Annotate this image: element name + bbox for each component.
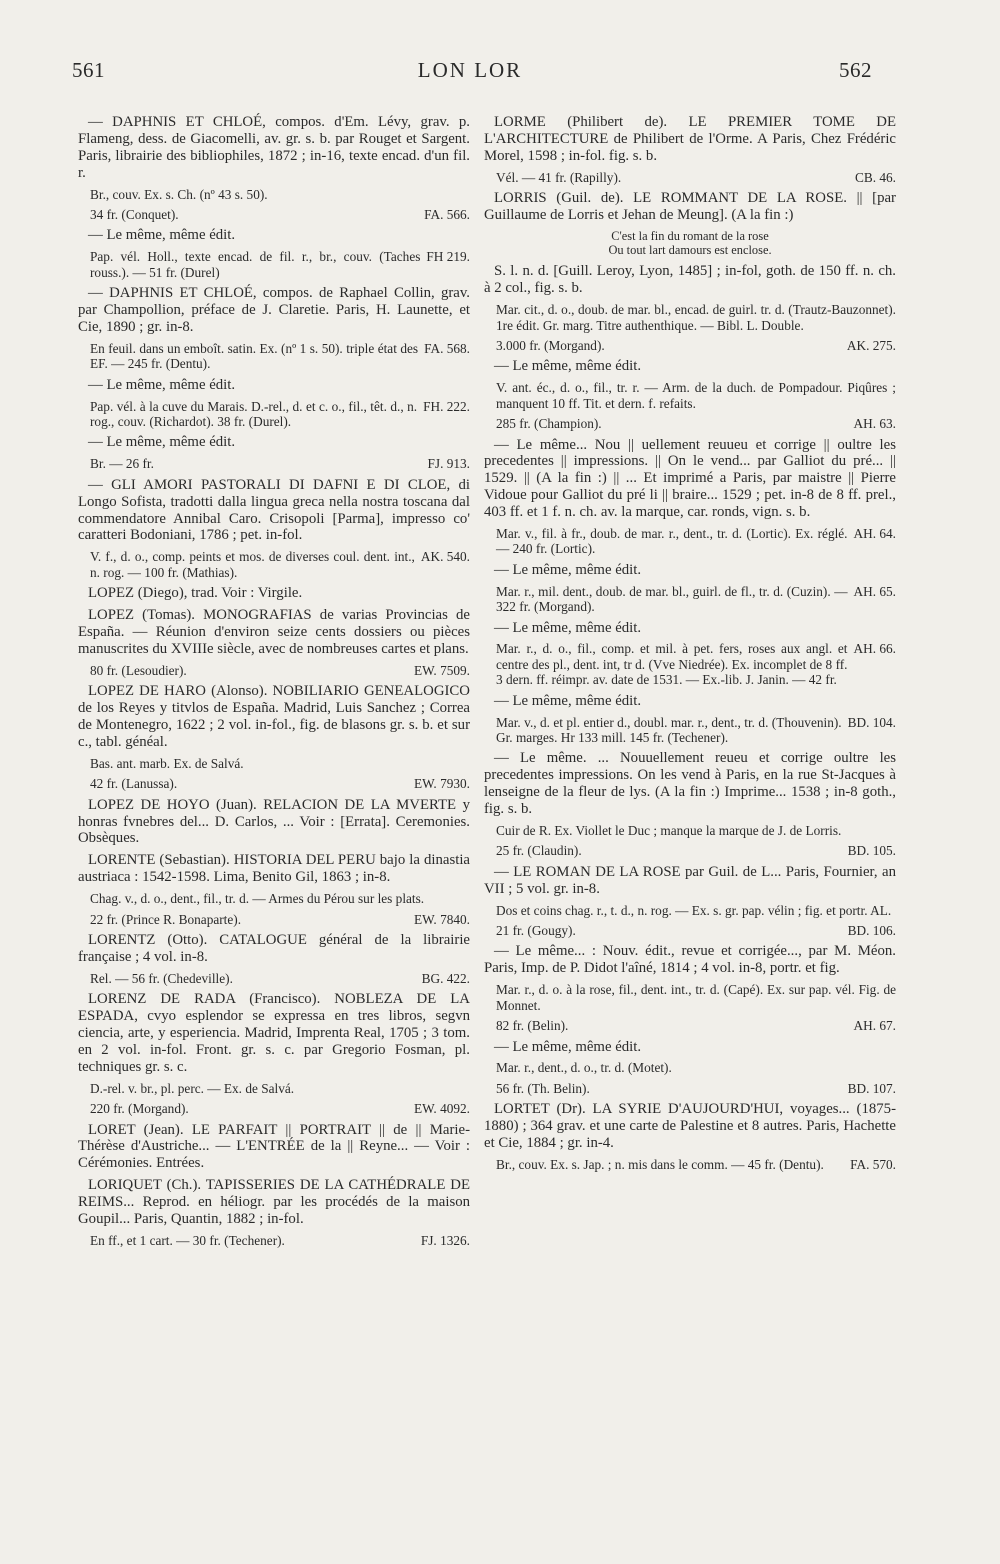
catalogue-entry: — Le même, même édit.	[88, 434, 236, 451]
sale-reference: AK. 275.	[846, 337, 896, 353]
binding-note: Chag. v., d. o., dent., fil., tr. d. — Armes du Pérou sur les plats.	[90, 891, 425, 907]
catalogue-entry: — DAPHNIS ET CHLOÉ, compos. d'Em. Lévy, grav. p. Flameng, dess. de Giacomelli, av. gr. s. b. par Rouget et Sargent. Paris, librairie des bibliophiles, 1872 ; in-16, texte encad. d'un fil. r.	[78, 114, 470, 181]
binding-note: V. ant. éc., d. o., fil., tr. r. — Arm. de la duch. de Pompadour. Piqûres ; manquent 10 ff. Tit. et dern. f. refaits.	[496, 380, 896, 411]
price-line	[484, 641, 896, 687]
catalogue-entry: — LE ROMAN DE LA ROSE par Guil. de L... Paris, Fournier, an VII ; 5 vol. gr. in-8.	[484, 863, 896, 897]
sale-reference: EW. 7840.	[413, 911, 470, 927]
right-column	[484, 114, 896, 1177]
price-line	[484, 843, 896, 858]
price-line	[484, 170, 896, 185]
entry-text: V. f., d. o., comp. peints et mos. de diverses coul. dent. int., n. rog. — 100 fr. (Mathias).	[90, 549, 415, 580]
sale-reference: AH. 64.	[853, 526, 896, 542]
entry-text: Rel. — 56 fr. (Chedeville).	[90, 970, 233, 986]
price-line	[484, 1157, 896, 1172]
entry-text: 82 fr. (Belin).	[496, 1018, 569, 1034]
catalogue-entry: — Le même... Nou || uellement reuueu et corrige || oultre les precedentes || impressions. || On le vend... par Galliot du pré... || 1529. || (A la fin :) || ... Et imprimé a Paris, par maistre || Pierre Vidoue pour Galliot du pré li || braire... 1529 ; pet. in-8 de 8 ff. prel., 403 ff. et 1 f. n. ch. av. la marque, car. ronds, vign. s. b.	[484, 436, 896, 521]
entry-text: Mar. v., fil. à fr., doub. de mar. r., dent., tr. d. (Lortic). Ex. réglé. — 240 fr. (Lortic).	[496, 526, 848, 557]
price-line	[484, 1081, 896, 1096]
catalogue-entry: LORRIS (Guil. de). LE ROMMANT DE LA ROSE. || [par Guillaume de Lorris et Jehan de Meung]. (A la fin :)	[484, 190, 896, 224]
price-line	[484, 1018, 896, 1033]
catalogue-entry: — Le même, même édit.	[88, 227, 236, 244]
binding-note: Mar. cit., d. o., doub. de mar. bl., encad. de guirl. tr. d. (Trautz-Bauzonnet). 1re édit. Gr. marg. Titre authenthique. — Bibl. L. Double.	[496, 302, 896, 333]
price-line	[78, 456, 470, 471]
price-line	[78, 1233, 470, 1248]
sale-reference: FA. 568.	[424, 340, 470, 356]
sale-reference: FH. 222.	[423, 398, 470, 414]
entry-text: Mar. v., d. et pl. entier d., doubl. mar. r., dent., tr. d. (Thouvenin). Gr. marges. Hr 133 mill. 145 fr. (Techener).	[496, 714, 842, 745]
price-line	[484, 584, 896, 615]
catalogue-entry: LORME (Philibert de). LE PREMIER TOME DE L'ARCHITECTURE de Philibert de l'Orme. A Paris, Chez Frédéric Morel, 1598 ; in-fol. fig. s. b.	[484, 114, 896, 164]
catalogue-entry: — Le même, même édit.	[88, 376, 236, 393]
sale-reference: FA. 566.	[424, 207, 470, 223]
entry-text: Mar. r., mil. dent., doub. de mar. bl., guirl. de fl., tr. d. (Cuzin). — 322 fr. (Morgand).	[496, 583, 848, 615]
catalogue-entry: — Le même, même édit.	[494, 692, 642, 709]
price-line	[78, 341, 470, 372]
entry-text: 285 fr. (Champion).	[496, 416, 602, 432]
price-line	[484, 416, 896, 431]
catalogue-entry: LORENTE (Sebastian). HISTORIA DEL PERU bajo la dinastia austriaca : 1542-1598. Lima, Benito Gil, 1863 ; in-8.	[78, 852, 470, 886]
sale-reference: AH. 66.	[853, 641, 896, 657]
catalogue-entry: — Le même... : Nouv. édit., revue et corrigée..., par M. Méon. Paris, Imp. de P. Didot l'aîné, 1814 ; 4 vol. in-8, portr. et fig.	[484, 943, 896, 977]
sale-reference: BD. 105.	[847, 843, 896, 859]
entry-text: En feuil. dans un emboît. satin. Ex. (nº 1 s. 50). triple état des EF. — 245 fr. (Dentu).	[90, 340, 419, 372]
binding-note: Bas. ant. marb. Ex. de Salvá.	[90, 755, 244, 771]
sale-reference: CB. 46.	[854, 169, 896, 185]
catalogue-entry: — Le même. ... Nouuellement reueu et corrige oultre les precedentes impressions. On les vend à Paris, en la rue St-Jacques à lenseigne de la fleur de lys. (A la fin :) Imprime... 1538 ; in-8 goth., fig. s. b.	[484, 750, 896, 818]
sale-reference: FA. 570.	[850, 1156, 896, 1172]
entry-text: Mar. r., d. o., fil., comp. et mil. à pet. fers, roses aux angl. et centre des pl., dent. int, tr d. (Vve Niedrée). Ex. incomplet de 8 ff. 3 dern. ff. réimpr. av. date de 1531. — Ex.-lib. J. Janin. — 42 fr.	[496, 641, 848, 688]
entry-text: Pap. vél. Holl., texte encad. de fil. r., br., couv. (Taches rouss.). — 51 fr. (Durel)	[90, 249, 421, 280]
binding-note: Br., couv. Ex. s. Ch. (nº 43 s. 50).	[90, 186, 268, 202]
sale-reference: AH. 65.	[853, 583, 896, 599]
sale-reference: AK. 540.	[420, 549, 470, 565]
catalogue-entry: — Le même, même édit.	[494, 358, 642, 375]
sale-reference: FJ. 1326.	[420, 1232, 470, 1248]
running-head: LON LOR	[417, 58, 523, 82]
catalogue-entry: S. l. n. d. [Guill. Leroy, Lyon, 1485] ; in-fol, goth. de 150 ff. n. ch. à 2 col., fig. s. b.	[484, 263, 896, 297]
price-line	[78, 207, 470, 222]
entry-text: 220 fr. (Morgand).	[90, 1101, 189, 1117]
price-line	[78, 549, 470, 580]
binding-note: Mar. r., dent., d. o., tr. d. (Motet).	[496, 1060, 672, 1076]
sale-reference: BG. 422.	[421, 970, 470, 986]
price-line	[484, 715, 896, 746]
entry-text: Br. — 26 fr.	[90, 456, 154, 472]
entry-text: Br., couv. Ex. s. Jap. ; n. mis dans le comm. — 45 fr. (Dentu).	[496, 1156, 824, 1172]
binding-note: Dos et coins chag. r., t. d., n. rog. — Ex. s. gr. pap. vélin ; fig. et portr. AL.	[496, 902, 892, 918]
catalogue-entry: — Le même, même édit.	[494, 1038, 642, 1055]
sale-reference: AH. 67.	[853, 1018, 896, 1034]
sale-reference: BD. 107.	[847, 1080, 896, 1096]
catalogue-entry: LORENTZ (Otto). CATALOGUE général de la librairie française ; 4 vol. in-8.	[78, 931, 470, 965]
catalogue-entry: LOPEZ (Tomas). MONOGRAFIAS de varias Provincias de España. — Réunion d'environ seize cents dossiers ou pièces manuscrites du XVIIIe siècle, avec de nombreuses cartes et plans.	[78, 607, 470, 657]
catalogue-entry: LORET (Jean). LE PARFAIT || PORTRAIT || de || Marie-Thérèse d'Austriche... — L'ENTRÉE de la || Reyne... — Voir : Cérémonies. Entrées.	[78, 1121, 470, 1172]
entry-text: 25 fr. (Claudin).	[496, 843, 582, 859]
entry-text: 42 fr. (Lanussa).	[90, 776, 178, 792]
price-line	[484, 526, 896, 557]
colophon-line: Ou tout lart damours est enclose.	[608, 243, 772, 258]
catalogue-entry: — Le même, même édit.	[494, 561, 642, 578]
sale-reference: BD. 106.	[847, 923, 896, 939]
catalogue-entry: LOPEZ (Diego), trad. Voir : Virgile.	[88, 585, 303, 602]
entry-text: 80 fr. (Lesoudier).	[90, 662, 187, 678]
entry-text: 22 fr. (Prince R. Bonaparte).	[90, 911, 242, 927]
sale-reference: BD. 104.	[847, 714, 896, 730]
sale-reference: FJ. 913.	[427, 456, 470, 472]
sale-reference: FH 219.	[426, 249, 470, 265]
price-line	[78, 249, 470, 280]
binding-note: Cuir de R. Ex. Viollet le Duc ; manque la marque de J. de Lorris.	[496, 823, 842, 839]
binding-note: Mar. r., d. o. à la rose, fil., dent. int., tr. d. (Capé). Ex. sur pap. vél. Fig. de Monnet.	[496, 982, 896, 1013]
price-line	[484, 923, 896, 938]
price-line	[78, 663, 470, 678]
entry-text: 34 fr. (Conquet).	[90, 207, 179, 223]
price-line	[78, 912, 470, 927]
entry-text: Vél. — 41 fr. (Rapilly).	[496, 169, 622, 185]
entry-text: Pap. vél. à la cuve du Marais. D.-rel., d. et c. o., fil., têt. d., n. rog., couv. (Richardot). 38 fr. (Durel).	[90, 398, 418, 429]
catalogue-entry: LORTET (Dr). LA SYRIE D'AUJOURD'HUI, voyages... (1875-1880) ; 364 grav. et une carte de Palestine et 8 autres. Paris, Hachette et Cie, 1884 ; gr. in-4.	[484, 1101, 896, 1152]
entry-text: 21 fr. (Gougy).	[496, 923, 576, 939]
price-line	[78, 971, 470, 986]
catalogue-entry: — GLI AMORI PASTORALI DI DAFNI E DI CLOE, di Longo Sofista, tradotti dalla lingua greca nella nostra toscana dal commendatore Annibal Caro. Crisopoli [Parma], impresso co' caratteri Bodoniani, 1786 ; pet. in-fol.	[78, 476, 470, 544]
colophon-line: C'est la fin du romant de la rose	[611, 228, 769, 243]
catalogue-entry: LOPEZ DE HARO (Alonso). NOBILIARIO GENEALOGICO de los Reyes y titvlos de España. Madrid, Luis Sanchez ; Correa de Montenegro, 1622 ; 2 vol. in-fol., fig. de blasons gr. s. b. et sur c., tabl. généal.	[78, 683, 470, 750]
sale-reference: EW. 7930.	[413, 776, 470, 792]
entry-text: En ff., et 1 cart. — 30 fr. (Techener).	[90, 1232, 285, 1248]
sale-reference: EW. 4092.	[413, 1101, 470, 1117]
binding-note: D.-rel. v. br., pl. perc. — Ex. de Salvá.	[90, 1080, 295, 1096]
left-column	[78, 114, 470, 1253]
catalogue-entry: — DAPHNIS ET CHLOÉ, compos. de Raphael Collin, grav. par Champollion, préface de J. Claretie. Paris, H. Launette, et Cie, 1890 ; gr. in-8.	[78, 285, 470, 335]
entry-text: 3.000 fr. (Morgand).	[496, 337, 605, 353]
price-line	[78, 1101, 470, 1116]
sale-reference: EW. 7509.	[413, 662, 470, 678]
price-line	[484, 338, 896, 353]
catalogue-entry: LOPEZ DE HOYO (Juan). RELACION DE LA MVERTE y honras fvnebres del... D. Carlos, ... Voir : [Errata]. Ceremonies. Obsèques.	[78, 796, 470, 847]
price-line	[78, 776, 470, 791]
page-number-left: 561	[72, 58, 105, 82]
page-number-right: 562	[839, 58, 872, 82]
price-line	[78, 399, 470, 430]
sale-reference: AH. 63.	[853, 416, 896, 432]
catalogue-entry: LORENZ DE RADA (Francisco). NOBLEZA DE LA ESPADA, cvyo esplendor se expressa en tres libros, segvn ciencia, arte, y esperiencia. Madrid, Imprenta Real, 1705 ; 3 tom. en 2 vol. in-fol. Front. gr. s. c. par Gregorio Fosman, pl. techniques gr. s. c.	[78, 991, 470, 1075]
colophon-quote	[484, 229, 896, 257]
catalogue-entry: — Le même, même édit.	[494, 619, 642, 636]
entry-text: 56 fr. (Th. Belin).	[496, 1080, 590, 1096]
catalogue-entry: LORIQUET (Ch.). TAPISSERIES DE LA CATHÉDRALE DE REIMS... Reprod. en héliogr. par les procédés de la maison Goupil... Paris, Quantin, 1882 ; in-fol.	[78, 1177, 470, 1228]
